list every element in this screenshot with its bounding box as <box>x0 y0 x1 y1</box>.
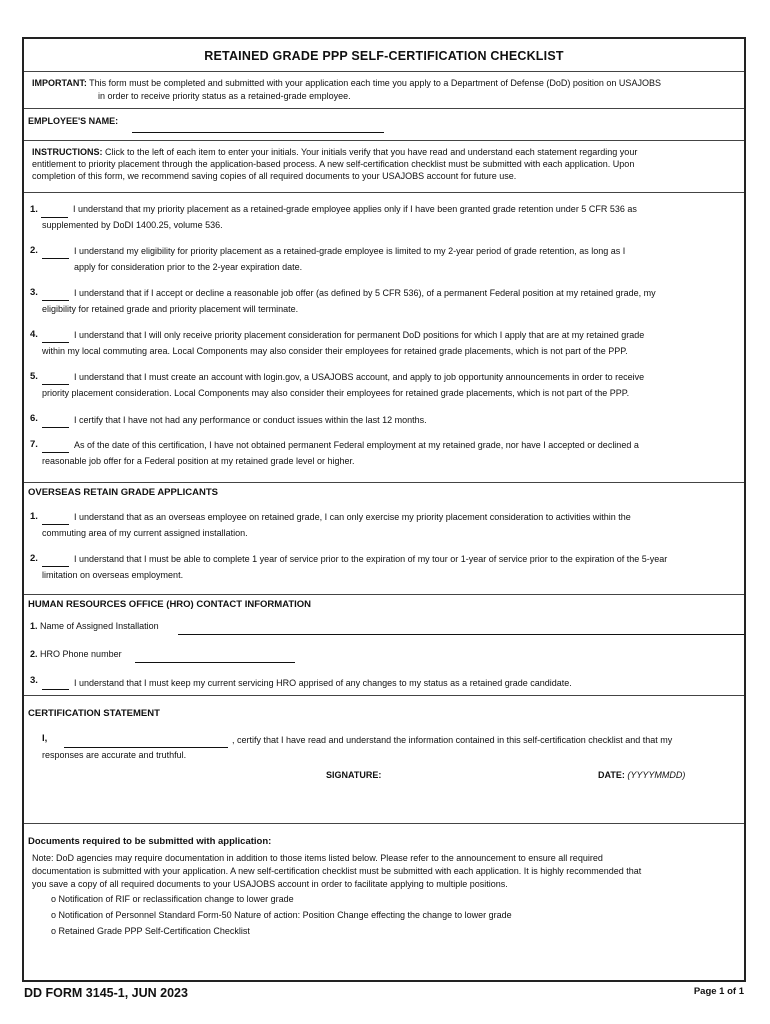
overseas-2-initials[interactable] <box>42 556 69 567</box>
overseas-1-initials[interactable] <box>42 514 69 525</box>
item-number: 1. <box>30 511 38 522</box>
item-2-line-2: apply for consideration prior to the 2-year expiration date. <box>74 262 303 272</box>
documents-note-2: documentation is submitted with your application. A new self-certification checklist must be submitted with each application. It is highly recommended that <box>32 866 642 876</box>
item-3-line-2: eligibility for retained grade and priority placement will terminate. <box>42 304 299 314</box>
item-number: 4. <box>30 329 38 340</box>
certification-text-1: , certify that I have read and understand the information contained in this self-certification checklist and that my <box>232 735 673 745</box>
instructions-line-3: completion of this form, we recommend saving copies of all required documents to your USAJOBS account for future use. <box>32 171 517 181</box>
item-number: 2. <box>30 245 38 256</box>
certification-i: I, <box>42 733 48 744</box>
item-4-line-1: I understand that I will only receive priority placement consideration for permanent DoD positions for which I apply that are at my retained grade <box>74 330 645 340</box>
item-4-line-2: within my local commuting area. Local Components may also consider their employees for retained grade placements, which is not part of the PPP. <box>42 346 628 356</box>
hro-item-1-label: Name of Assigned Installation <box>40 621 159 631</box>
instructions-section <box>24 140 744 181</box>
overseas-1-line-2: commuting area of my current assigned installation. <box>42 528 248 538</box>
item-number: 1. <box>30 204 38 215</box>
certification-text-2: responses are accurate and truthful. <box>42 750 187 760</box>
hro-item-2-number: 2. <box>30 649 38 659</box>
page-number: Page 1 of 1 <box>693 986 744 997</box>
important-text-1: This form must be completed and submitted with your application each time you apply to a Department of Defense (DoD) position on USAJOBS <box>89 78 661 88</box>
item-1-line-2: supplemented by DoDI 1400.25, volume 536. <box>42 220 223 230</box>
item-6-initials[interactable] <box>42 417 69 428</box>
certification-section <box>24 695 744 824</box>
item-7-line-1: As of the date of this certification, I have not obtained permanent Federal employment at my retained grade, nor have I accepted or declined a <box>74 440 639 450</box>
item-number: 7. <box>30 439 38 450</box>
items-section <box>24 192 744 483</box>
hro-item-3-text: I understand that I must keep my current servicing HRO apprised of any changes to my status as a retained grade candidate. <box>74 678 572 688</box>
item-5-initials[interactable] <box>42 374 69 385</box>
employee-name-field[interactable] <box>132 122 384 133</box>
hro-item-2-label: HRO Phone number <box>40 649 122 659</box>
hro-item-1-number: 1. <box>30 621 38 631</box>
overseas-header: OVERSEAS RETAIN GRADE APPLICANTS <box>28 487 219 498</box>
date-label: DATE: <box>598 770 625 780</box>
item-5-line-2: priority placement consideration. Local Components may also consider their employees for retained grade placements, which is not part of the PPP. <box>42 388 630 398</box>
overseas-2-line-1: I understand that I must be able to complete 1 year of service prior to the expiration of my tour or 1-year of service prior to the expiration of the 5-year <box>74 554 668 564</box>
hro-item-3-number: 3. <box>30 675 38 686</box>
instructions-line-2: entitlement to priority placement through the application-based process. A new self-certification checklist must be submitted with each application. Upon <box>32 159 635 169</box>
hro-header: HUMAN RESOURCES OFFICE (HRO) CONTACT INFORMATION <box>28 599 312 610</box>
hro-3-initials[interactable] <box>42 679 69 690</box>
item-7-line-2: reasonable job offer for a Federal position at my retained grade level or higher. <box>42 456 355 466</box>
item-2-line-1: I understand my eligibility for priority placement as a retained-grade employee is limited to my 2-year period of grade retention, as long as I <box>74 246 626 256</box>
item-6-line-1: I certify that I have not had any performance or conduct issues within the last 12 months. <box>74 415 427 425</box>
item-number: 2. <box>30 553 38 564</box>
documents-note-1: Note: DoD agencies may require documentation in addition to those items listed below. Please refer to the announcement to ensure all required <box>32 853 603 863</box>
form-identifier: DD FORM 3145-1, JUN 2023 <box>24 986 188 1000</box>
overseas-1-line-1: I understand that as an overseas employee on retained grade, I can only exercise my priority placement consideration to activities within the <box>74 512 631 522</box>
hro-phone-field[interactable] <box>135 652 295 663</box>
employee-name-label: EMPLOYEE'S NAME: <box>28 116 119 126</box>
important-label: IMPORTANT: <box>32 78 87 88</box>
certification-header: CERTIFICATION STATEMENT <box>28 708 160 719</box>
documents-section <box>24 823 744 983</box>
certifier-name-field[interactable] <box>64 737 228 748</box>
item-3-line-1: I understand that if I accept or decline a reasonable job offer (as defined by 5 CFR 536), of a permanent Federal position at my retained grade, my <box>74 288 656 298</box>
overseas-section <box>24 482 744 600</box>
installation-name-field[interactable] <box>178 624 744 635</box>
document-list-item: o Notification of RIF or reclassification change to lower grade <box>51 894 294 904</box>
item-7-initials[interactable] <box>42 442 69 453</box>
documents-header: Documents required to be submitted with application: <box>28 836 272 847</box>
documents-note-3: you save a copy of all required documents to your USAJOBS account in order to facilitate applying to multiple positions. <box>32 879 508 889</box>
date-format: (YYYYMMDD) <box>627 770 686 780</box>
item-1-initials[interactable] <box>41 207 68 218</box>
item-3-initials[interactable] <box>42 290 69 301</box>
item-5-line-1: I understand that I must create an account with login.gov, a USAJOBS account, and apply to job opportunity announcements in order to receive <box>74 372 645 382</box>
form-title: RETAINED GRADE PPP SELF-CERTIFICATION CHECKLIST <box>204 49 564 63</box>
item-number: 5. <box>30 371 38 382</box>
employee-name-section <box>24 108 744 126</box>
instructions-line-1: Click to the left of each item to enter your initials. Your initials verify that you have read and understand each statement regarding your <box>105 147 638 157</box>
important-text-2: in order to receive priority status as a retained-grade employee. <box>98 91 351 101</box>
signature-label: SIGNATURE: <box>326 770 382 780</box>
item-number: 6. <box>30 413 38 424</box>
item-number: 3. <box>30 287 38 298</box>
item-1-line-1: I understand that my priority placement as a retained-grade employee applies only if I have been granted grade retention under 5 CFR 536 as <box>73 204 637 214</box>
document-list-item: o Notification of Personnel Standard Form-50 Nature of action: Position Change effecting the change to lower grade <box>51 910 512 920</box>
document-list-item: o Retained Grade PPP Self-Certification Checklist <box>51 926 250 936</box>
item-4-initials[interactable] <box>42 332 69 343</box>
overseas-2-line-2: limitation on overseas employment. <box>42 570 184 580</box>
checklist-form <box>22 37 746 982</box>
important-section <box>24 71 744 101</box>
item-2-initials[interactable] <box>42 248 69 259</box>
instructions-label: INSTRUCTIONS: <box>32 147 103 157</box>
